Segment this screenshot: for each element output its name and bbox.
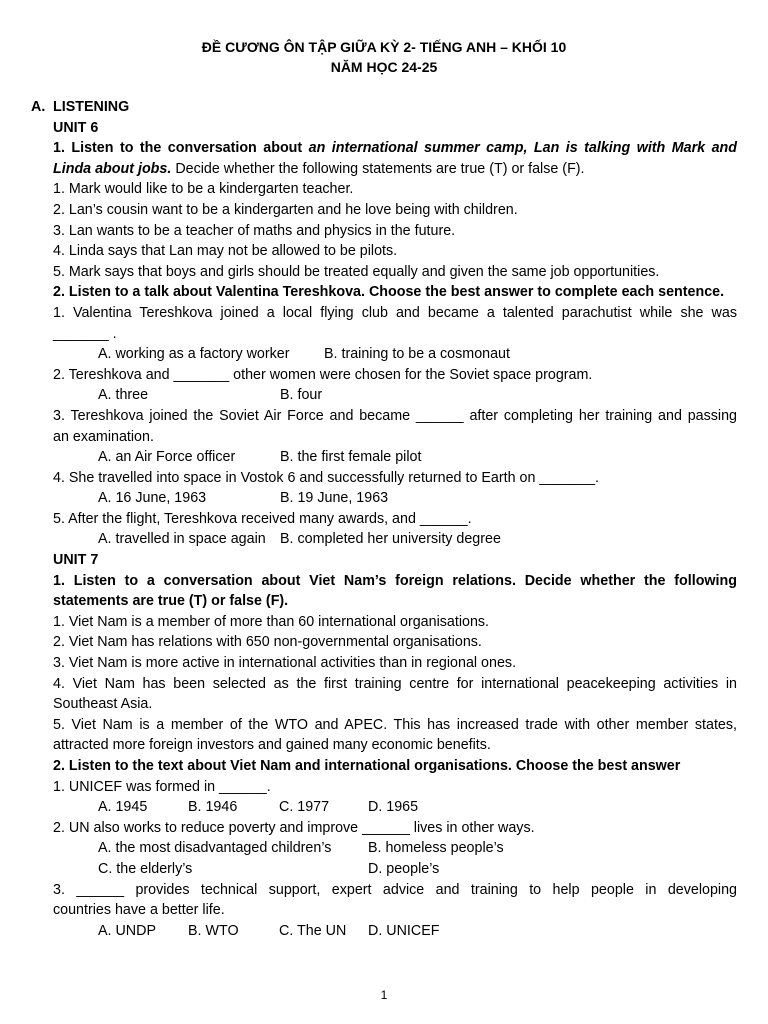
question-text: 5. After the flight, Tereshkova received many awards, and ______. [53,510,472,527]
answer-option: B. four [280,387,323,404]
list-item: 2. Viet Nam has relations with 650 non-governmental organisations. [53,634,482,651]
list-item: 3. Lan wants to be a teacher of maths and physics in the future. [53,222,456,239]
answer-option: D. 1965 [368,799,419,816]
answer-option: C. the elderly’s [98,860,193,877]
question-text: 3. Tereshkova joined the Soviet Air Force and became ______ after completing her training and passing [53,407,737,424]
list-item: 4. Viet Nam has been selected as the first training centre for international peacekeeping activities in [53,675,737,692]
answer-options [53,447,737,468]
answer-option: A. 16 June, 1963 [98,490,207,507]
answer-option: C. 1977 [279,799,330,816]
unit-6-heading: UNIT 6 [53,119,99,136]
list-item: 1. Viet Nam is a member of more than 60 international organisations. [53,613,490,630]
question-text: an examination. [53,428,154,445]
question-text: 1. UNICEF was formed in ______. [53,778,271,795]
question-text: 3. ______ provides technical support, expert advice and training to help people in developing [53,881,737,898]
list-item: 1. Mark would like to be a kindergarten teacher. [53,181,354,198]
list-item: Southeast Asia. [53,696,153,713]
unit6-ex1-instruction-line1 [53,138,737,159]
answer-options [53,797,737,818]
answer-option: B. 19 June, 1963 [280,490,389,507]
section-letter: A. [31,99,46,115]
answer-option: B. the first female pilot [280,449,422,466]
unit6-ex1-instruction-line2 [53,159,737,180]
document-title: ĐỀ CƯƠNG ÔN TẬP GIỮA KỲ 2- TIẾNG ANH – KHỐI 10 [201,39,567,55]
answer-option: B. homeless people’s [368,840,504,857]
unit6-ex1-lead: 1. Listen to the conversation about [53,140,309,157]
question-text: 2. UN also works to reduce poverty and improve ______ lives in other ways. [53,819,535,836]
answer-option: A. working as a factory worker [98,346,290,363]
answer-option: B. training to be a cosmonaut [324,346,510,363]
answer-option: B. WTO [188,922,239,939]
section-a-heading [31,97,737,118]
answer-options [53,529,737,550]
document-body [31,97,737,941]
list-item: 3. Viet Nam is more active in international activities than in regional ones. [53,655,517,672]
answer-option: D. UNICEF [368,922,440,939]
page-number: 1 [380,988,388,1002]
unit7-ex1-instruction-line1: 1. Listen to a conversation about Viet Nam’s foreign relations. Decide whether the following [53,572,737,589]
question-text: 2. Tereshkova and _______ other women were chosen for the Soviet space program. [53,366,593,383]
answer-option: B. completed her university degree [280,531,501,548]
question-text: countries have a better life. [53,902,225,919]
answer-options [53,488,737,509]
answer-option: A. an Air Force officer [98,449,236,466]
unit7-ex2-instruction: 2. Listen to the text about Viet Nam and international organisations. Choose the best answer [53,758,681,774]
answer-options [53,921,737,942]
unit6-ex1-topic: an international summer camp, Lan is talking with Mark and [308,140,737,157]
answer-options [53,859,737,880]
answer-option: A. travelled in space again [98,531,266,548]
answer-option: A. three [98,387,149,404]
answer-option: A. UNDP [98,922,156,939]
document-subtitle: NĂM HỌC 24-25 [330,59,438,75]
question-text: 4. She travelled into space in Vostok 6 and successfully returned to Earth on _______. [53,469,600,486]
unit6-ex1-directions: Decide whether the following statements are true (T) or false (F). [171,160,585,177]
answer-option: A. 1945 [98,799,148,816]
answer-option: D. people’s [368,860,440,877]
list-item: attracted more foreign investors and gained many economic benefits. [53,737,491,754]
answer-options [53,838,737,859]
section-title: LISTENING [53,99,130,115]
unit7-ex1-instruction-line2: statements are true (T) or false (F). [53,593,289,610]
question-text: _______ . [53,325,117,342]
list-item: 5. Viet Nam is a member of the WTO and APEC. This has increased trade with other member states, [53,716,737,733]
answer-options [53,385,737,406]
unit-7-heading: UNIT 7 [53,552,99,569]
answer-option: B. 1946 [188,799,238,816]
list-item: 5. Mark says that boys and girls should be treated equally and given the same job opportunities. [53,263,660,280]
question-text: 1. Valentina Tereshkova joined a local flying club and became a talented parachutist while she was [53,304,737,321]
answer-option: A. the most disadvantaged children’s [98,840,332,857]
list-item: 4. Linda says that Lan may not be allowed to be pilots. [53,243,398,260]
unit6-ex1-topic-end: Linda about jobs. [53,160,172,177]
answer-options [53,344,737,365]
list-item: 2. Lan’s cousin want to be a kindergarten and he love being with children. [53,201,518,218]
answer-option: C. The UN [279,922,347,939]
unit6-ex2-instruction: 2. Listen to a talk about Valentina Tereshkova. Choose the best answer to complete each sentence. [53,284,725,301]
